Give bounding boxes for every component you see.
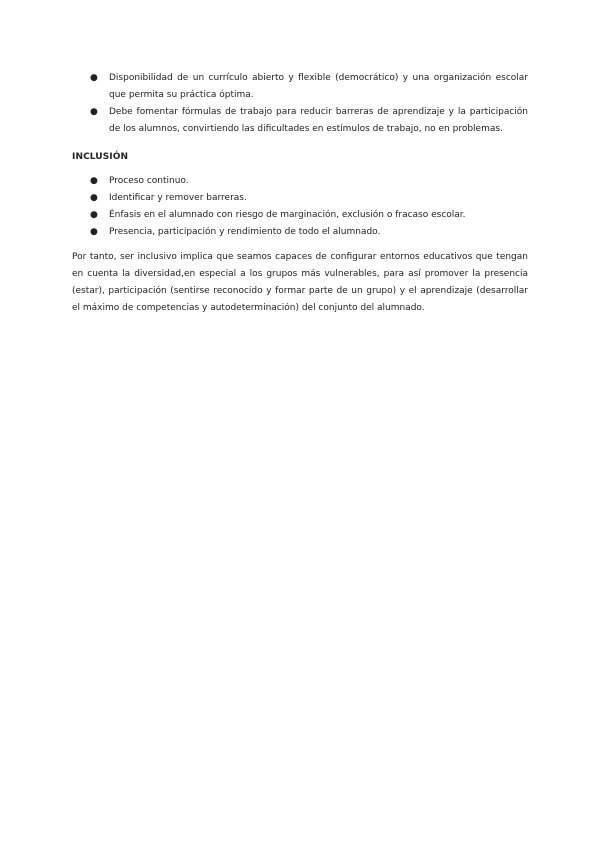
- bullet-icon: ●: [90, 73, 98, 83]
- conclusion-paragraph: Por tanto, ser inclusivo implica que seamos capaces de configurar entornos educativos que tengan en cuenta la diversidad,en especial a los grupos más vulnerables, para así promover la presencia (estar), participación (sentirse reconocido y formar parte de un grupo) y el aprendizaje (desarrollar el máximo de competencias y autodeterminación) del conjunto del alumnado.: [72, 252, 528, 313]
- top-bullet-list: [72, 70, 528, 138]
- list-item: [72, 207, 528, 224]
- bullet-icon: ●: [90, 210, 98, 220]
- bullet-icon: ●: [90, 227, 98, 237]
- list-item: [72, 104, 528, 138]
- list-item-text: Debe fomentar fórmulas de trabajo para reducir barreras de aprendizaje y la participación de los alumnos, convirtiendo las dificultades en estímulos de trabajo, no en problemas.: [109, 107, 528, 134]
- list-item: [72, 70, 528, 104]
- document-page: [72, 70, 528, 326]
- list-item: [72, 224, 528, 241]
- list-item: [72, 173, 528, 190]
- section-heading-inclusion: INCLUSIÓN: [72, 152, 129, 162]
- list-item: [72, 190, 528, 207]
- bullet-icon: ●: [90, 107, 98, 117]
- bullet-icon: ●: [90, 193, 98, 203]
- list-item-text: Énfasis en el alumnado con riesgo de marginación, exclusión o fracaso escolar.: [109, 210, 466, 220]
- bullet-icon: ●: [90, 176, 98, 186]
- list-item-text: Proceso continuo.: [109, 176, 189, 186]
- list-item-text: Identificar y remover barreras.: [109, 193, 247, 203]
- list-item-text: Presencia, participación y rendimiento de todo el alumnado.: [109, 227, 381, 237]
- list-item-text: Disponibilidad de un currículo abierto y flexible (democrático) y una organización escolar que permita su práctica óptima.: [109, 73, 528, 100]
- inclusion-bullet-list: [72, 173, 528, 241]
